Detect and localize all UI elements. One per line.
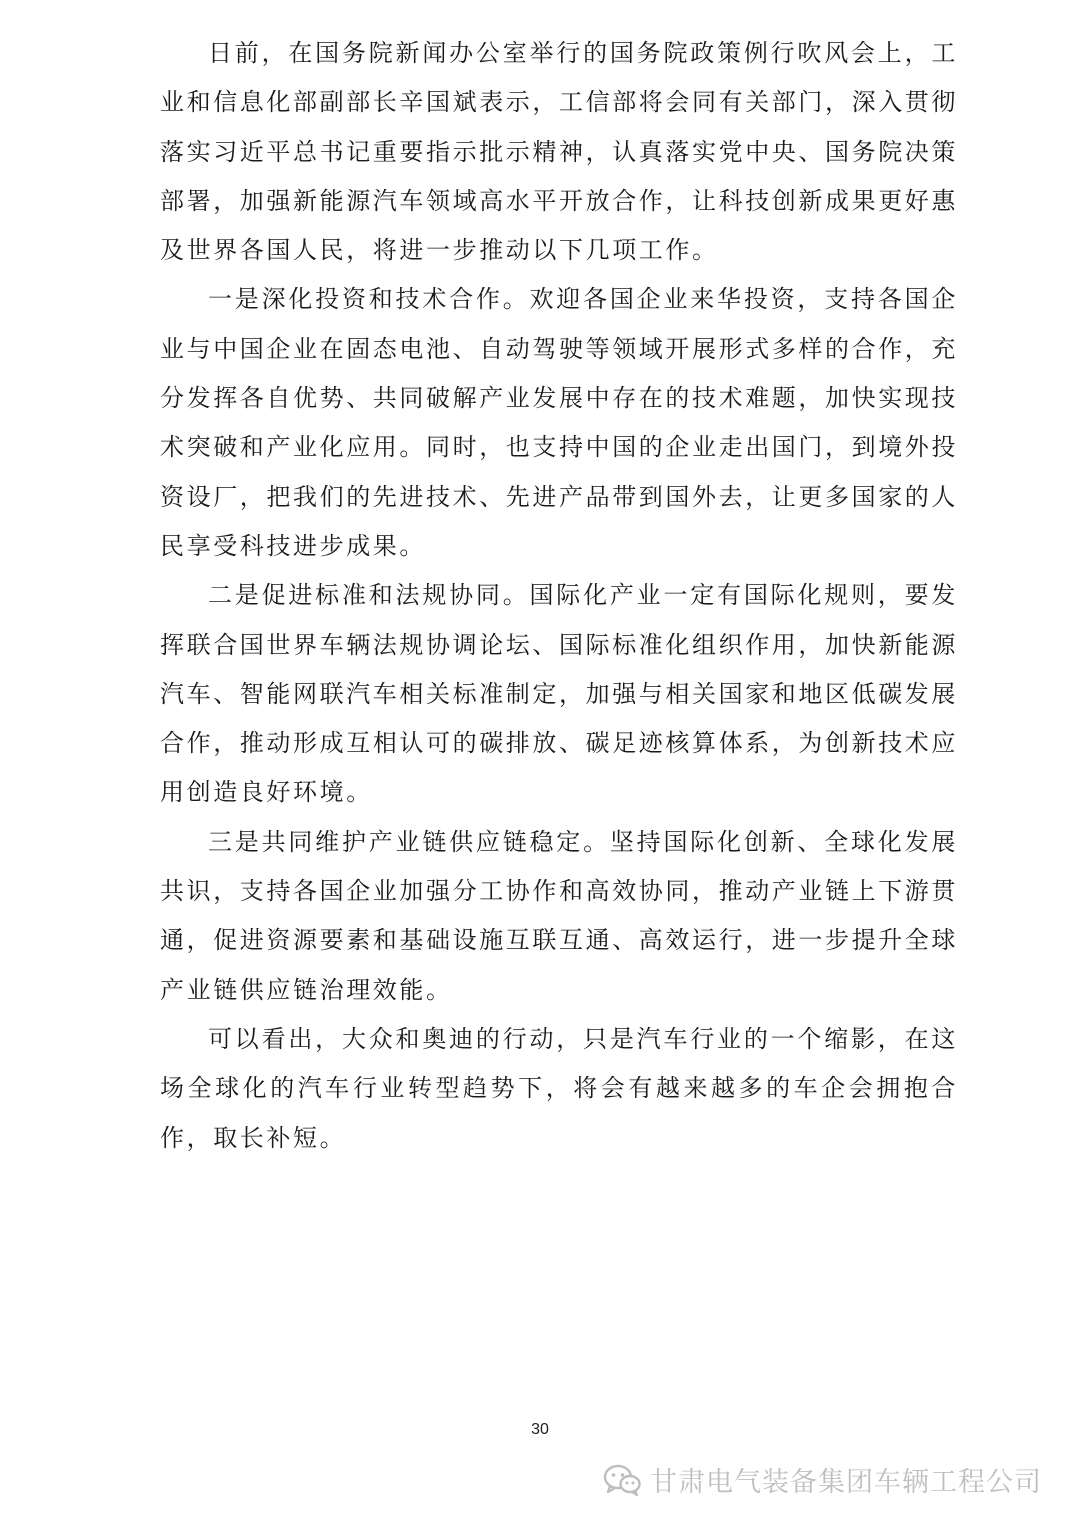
document-body bbox=[160, 29, 958, 1163]
paragraph-intro: 日前，在国务院新闻办公室举行的国务院政策例行吹风会上，工业和信息化部副部长辛国斌表示，工信部将会同有关部门，深入贯彻落实习近平总书记重要指示批示精神，认真落实党中央、国务院决策部署，加强新能源汽车领域高水平开放合作，让科技创新成果更好惠及世界各国人民，将进一步推动以下几项工作。 bbox=[160, 39, 958, 265]
paragraph-standards-regulations: 二是促进标准和法规协同。国际化产业一定有国际化规则，要发挥联合国世界车辆法规协调论坛、国际标准化组织作用，加快新能源汽车、智能网联汽车相关标准制定，加强与相关国家和地区低碳发展合作，推动形成互相认可的碳排放、碳足迹核算体系，为创新技术应用创造良好环境。 bbox=[160, 581, 958, 807]
watermark bbox=[602, 1460, 1042, 1499]
wechat-official-account-icon bbox=[602, 1463, 642, 1497]
paragraph-supply-chain: 三是共同维护产业链供应链稳定。坚持国际化创新、全球化发展共识，支持各国企业加强分工协作和高效协同，推动产业链上下游贯通，促进资源要素和基础设施互联互通、高效运行，进一步提升全球产业链供应链治理效能。 bbox=[160, 827, 958, 1004]
watermark-text: 甘肃电气装备集团车辆工程公司 bbox=[650, 1467, 1042, 1498]
page-number: 30 bbox=[531, 1421, 549, 1438]
paragraph-conclusion: 可以看出，大众和奥迪的行动，只是汽车行业的一个缩影，在这场全球化的汽车行业转型趋势下，将会有越来越多的车企会拥抱合作，取长补短。 bbox=[160, 1024, 958, 1152]
paragraph-investment-cooperation: 一是深化投资和技术合作。欢迎各国企业来华投资，支持各国企业与中国企业在固态电池、自动驾驶等领域开展形式多样的合作，充分发挥各自优势、共同破解产业发展中存在的技术难题，加快实现技术突破和产业化应用。同时，也支持中国的企业走出国门，到境外投资设厂，把我们的先进技术、先进产品带到国外去，让更多国家的人民享受科技进步成果。 bbox=[160, 285, 958, 560]
